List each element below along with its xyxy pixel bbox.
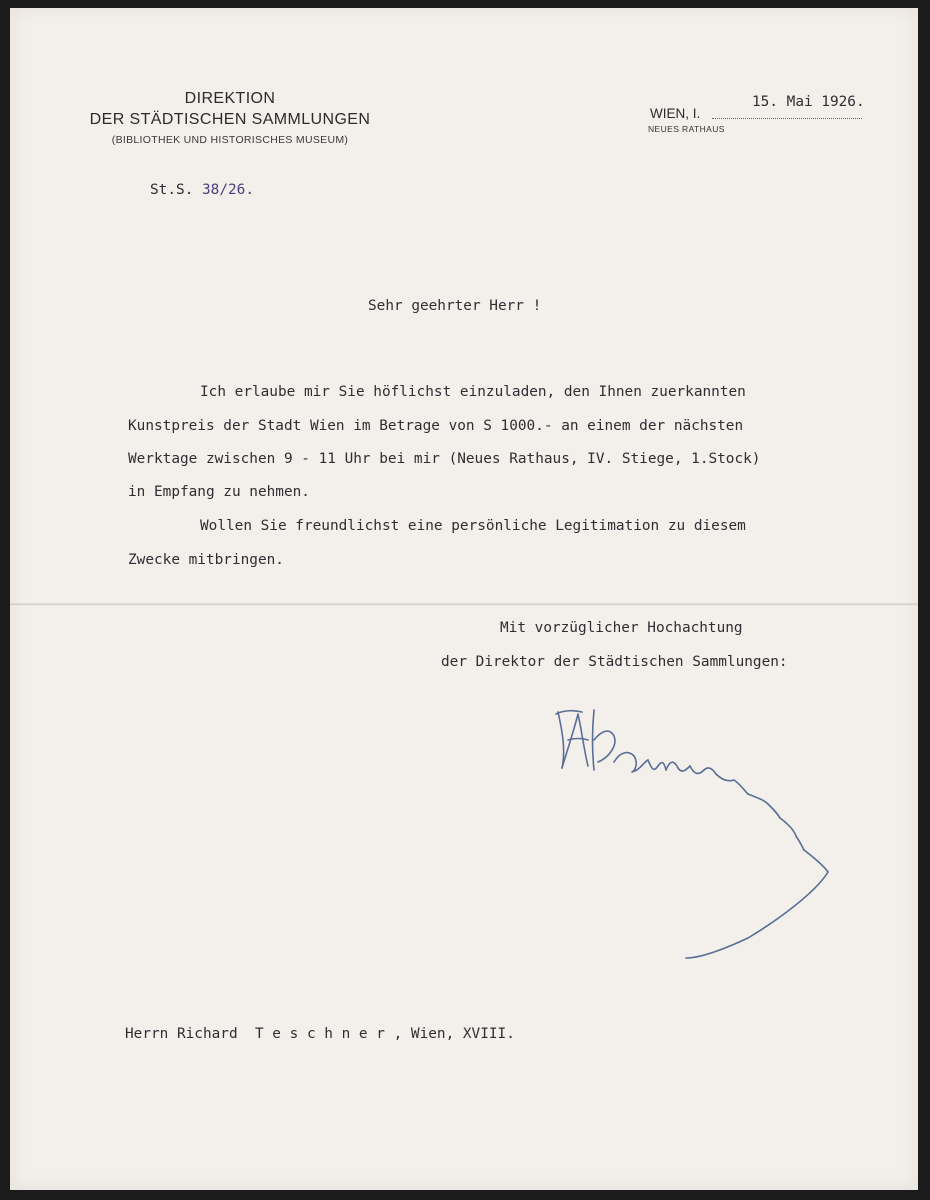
place-building: NEUES RATHAUS (648, 124, 725, 134)
body-line: Ich erlaube mir Sie höflichst einzuladen, den Ihnen zuerkannten (200, 384, 746, 400)
reference-number (150, 182, 254, 198)
place-city: WIEN, I. (650, 106, 701, 121)
body-line: Zwecke mitbringen. (128, 552, 284, 568)
body-line: Kunstpreis der Stadt Wien im Betrage von S 1000.- an einem der nächsten (128, 418, 744, 434)
closing-phrase: Mit vorzüglicher Hochachtung (500, 620, 743, 636)
paper-fold (10, 603, 918, 606)
body-line: Werktage zwischen 9 - 11 Uhr bei mir (Neues Rathaus, IV. Stiege, 1.Stock) (128, 451, 761, 467)
date-dotted-line (712, 118, 862, 119)
handwritten-signature (548, 700, 848, 970)
letterhead-subtitle: DER STÄDTISCHEN SAMMLUNGEN (89, 111, 371, 128)
letter-paper (10, 8, 918, 1190)
closing-signatory-title: der Direktor der Städtischen Sammlungen: (441, 654, 788, 670)
letterhead-department: (BIBLIOTHEK UND HISTORISCHES MUSEUM) (111, 134, 349, 146)
body-line: Wollen Sie freundlichst eine persönliche Legitimation zu diesem (200, 518, 746, 534)
reference-prefix: St.S. (150, 182, 194, 198)
reference-code: 38/26. (202, 182, 254, 198)
body-line: in Empfang zu nehmen. (128, 484, 310, 500)
letterhead-title: DIREKTION (184, 90, 276, 107)
letter-date: 15. Mai 1926. (752, 94, 865, 110)
salutation: Sehr geehrter Herr ! (368, 298, 542, 314)
addressee: Herrn Richard T e s c h n e r , Wien, XVIII. (125, 1026, 515, 1042)
letterhead (60, 88, 400, 146)
